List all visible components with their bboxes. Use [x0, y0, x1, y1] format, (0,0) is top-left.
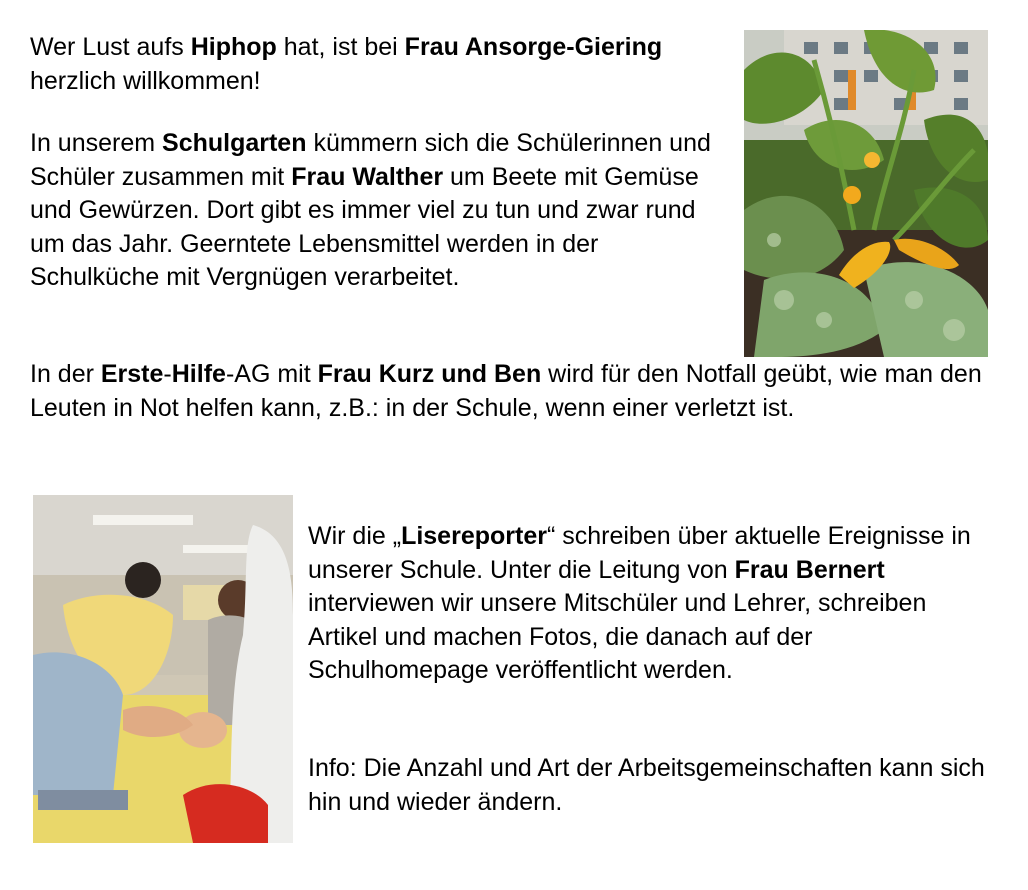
- text: -AG mit: [225, 360, 318, 388]
- text: Wer Lust aufs: [30, 33, 191, 61]
- bold-text: Erste: [100, 360, 164, 388]
- bold-text: Schulgarten: [162, 129, 307, 157]
- text: interviewen wir unsere Mitschüler und Lehrer, schreiben Artikel und machen Fotos, die danach auf der Schulhomepage veröffentlicht werden.: [308, 589, 927, 684]
- zucchini-plant-photo: [744, 30, 988, 357]
- text: -: [163, 360, 172, 388]
- text: wird für den Notfall geübt, wie man den Leuten in Not helfen kann, z.B.: in der Schule, wenn einer verletzt ist.: [30, 360, 982, 422]
- paragraph-schulgarten: [30, 127, 730, 295]
- text: um Beete mit Gemüse und Gewürzen. Dort gibt es immer viel zu tun und zwar rund um das Jahr. Geerntete Lebensmittel werden in der Schulküche mit Vergnügen verarbeitet.: [30, 162, 699, 291]
- bold-text: Frau Kurz und Ben: [317, 360, 542, 388]
- bold-text: Frau Ansorge-Giering: [404, 33, 663, 61]
- bold-text: Hilfe: [171, 360, 226, 388]
- text: hat, ist bei: [276, 33, 405, 61]
- paragraph-info: [308, 752, 988, 819]
- text: In der: [30, 360, 101, 388]
- paragraph-lisereporter: [308, 520, 988, 688]
- bold-text: Lisereporter: [401, 522, 547, 550]
- paragraph-hiphop: [30, 31, 710, 98]
- paragraph-erste-hilfe: [30, 358, 1005, 425]
- text: In unserem: [30, 129, 163, 157]
- bold-text: Frau Walther: [291, 162, 444, 191]
- bold-text: Hiphop: [190, 33, 277, 61]
- text: herzlich willkommen!: [30, 66, 261, 95]
- text: kümmern sich die Schülerinnen und Schüler zusammen mit: [30, 129, 711, 191]
- text: Wir die „: [308, 522, 402, 550]
- text: Info: Die Anzahl und Art der Arbeitsgemeinschaften kann sich hin und wieder ändern.: [308, 754, 985, 816]
- first-aid-training-photo: [33, 495, 293, 843]
- text: “ schreiben über aktuelle Ereignisse in unserer Schule. Unter die Leitung von: [308, 522, 971, 584]
- bold-text: Frau Bernert: [734, 555, 885, 584]
